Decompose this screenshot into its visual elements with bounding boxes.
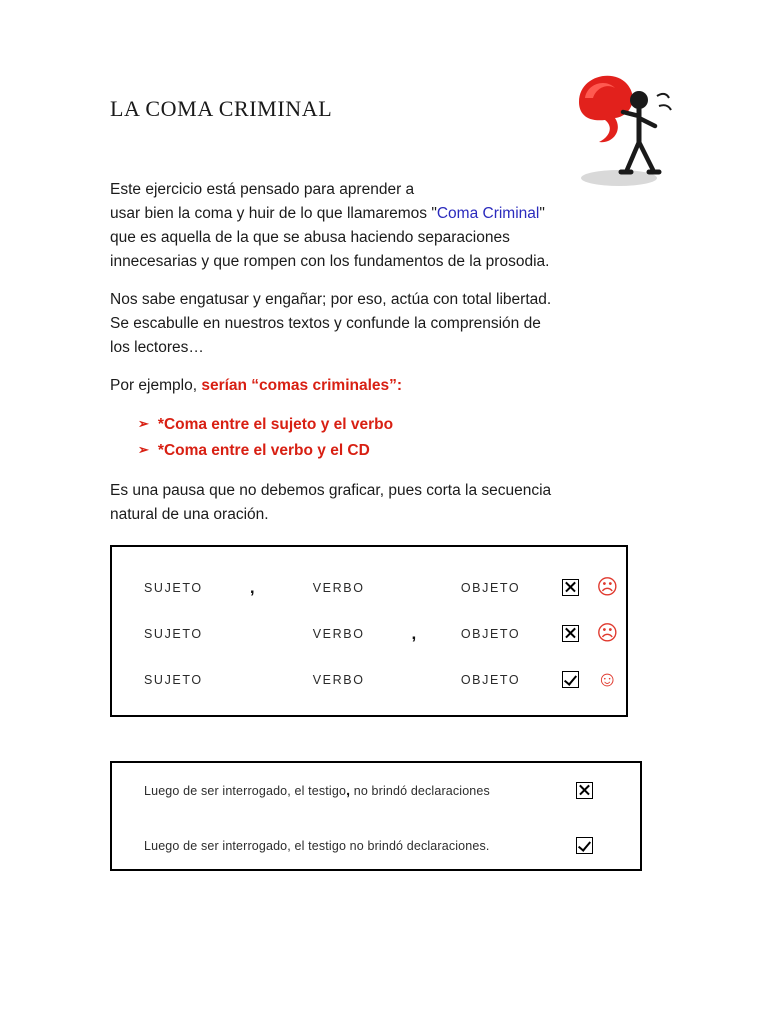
happy-face-icon: ☺ bbox=[596, 668, 620, 692]
sad-face-icon: ☹ bbox=[596, 576, 620, 600]
cell-subject: SUJETO bbox=[144, 626, 203, 641]
sentence-text bbox=[144, 782, 564, 798]
cell-comma-after-subject: , bbox=[249, 577, 255, 597]
intro-line-2a: usar bien la coma y huir de lo que llamaremos " bbox=[110, 205, 437, 223]
paragraph-intro bbox=[110, 178, 670, 274]
list-item bbox=[110, 412, 670, 438]
cell-subject: SUJETO bbox=[144, 672, 203, 687]
checkbox-crossed-icon bbox=[562, 579, 579, 596]
document-body bbox=[110, 70, 670, 871]
sentence-part-after: no brindó declaraciones bbox=[350, 784, 490, 799]
table-row bbox=[112, 565, 626, 611]
second-line-2: Se escabulle en nuestros textos y confunde la comprensión de bbox=[110, 315, 541, 333]
cell-verb: VERBO bbox=[312, 672, 365, 687]
paragraph-second bbox=[110, 288, 670, 360]
cell-object: OBJETO bbox=[460, 626, 521, 641]
table-row bbox=[112, 763, 640, 818]
sentence-part-before: Luego de ser interrogado, el testigo bbox=[144, 784, 347, 799]
paragraph-closing bbox=[110, 479, 670, 527]
list-item bbox=[110, 438, 670, 464]
second-line-3: los lectores… bbox=[110, 339, 204, 357]
sentence-comma: , bbox=[346, 782, 351, 799]
page-title: LA COMA CRIMINAL bbox=[110, 96, 333, 121]
closing-line-1: Es una pausa que no debemos graficar, pues corta la secuencia bbox=[110, 481, 552, 499]
checkbox-cell bbox=[564, 837, 604, 854]
face-cell bbox=[590, 669, 626, 690]
intro-line-1: Este ejercicio está pensado para aprender a bbox=[110, 181, 415, 198]
example-sentences-box bbox=[110, 761, 642, 871]
cell-verb: VERBO bbox=[312, 626, 365, 641]
face-cell bbox=[590, 623, 626, 644]
checkbox-checked-icon bbox=[562, 671, 579, 688]
table-row bbox=[112, 818, 640, 873]
cell-comma-after-verb: , bbox=[411, 623, 417, 643]
checkbox-cell bbox=[551, 579, 591, 596]
example-lead-text: Por ejemplo, bbox=[110, 377, 202, 395]
second-line-1: Nos sabe engatusar y engañar; por eso, actúa con total libertad. bbox=[110, 291, 552, 309]
bullet-label: *Coma entre el sujeto y el verbo bbox=[157, 416, 394, 434]
checkbox-crossed-icon bbox=[576, 782, 593, 799]
checkbox-cell bbox=[564, 782, 604, 799]
sentence-part-before: Luego de ser interrogado, el testigo no brindó declaraciones. bbox=[144, 839, 490, 854]
paragraph-example-lead bbox=[110, 374, 670, 398]
arrow-bullet-icon: ➢ bbox=[138, 416, 149, 432]
cell-object: OBJETO bbox=[460, 672, 521, 687]
highlight-comas-criminales: serían “comas criminales”: bbox=[201, 377, 403, 395]
bullet-label: *Coma entre el verbo y el CD bbox=[157, 442, 370, 460]
checkbox-cell bbox=[551, 625, 591, 642]
face-cell bbox=[590, 577, 626, 598]
intro-line-4: innecesarias y que rompen con los fundamentos de la prosodia. bbox=[110, 253, 550, 271]
sentence-text bbox=[144, 837, 564, 853]
structure-table-box bbox=[110, 545, 628, 717]
cell-subject: SUJETO bbox=[144, 580, 203, 595]
checkbox-crossed-icon bbox=[562, 625, 579, 642]
checkbox-checked-icon bbox=[576, 837, 593, 854]
arrow-bullet-icon: ➢ bbox=[138, 442, 149, 458]
checkbox-cell bbox=[551, 671, 591, 688]
cell-object: OBJETO bbox=[460, 580, 521, 595]
closing-line-2: natural de una oración. bbox=[110, 505, 269, 523]
intro-line-3: que es aquella de la que se abusa haciendo separaciones bbox=[110, 229, 510, 247]
bullet-list bbox=[110, 412, 670, 465]
sad-face-icon: ☹ bbox=[596, 622, 620, 646]
table-row bbox=[112, 657, 626, 703]
table-row bbox=[112, 611, 626, 657]
intro-line-2b: " bbox=[539, 205, 545, 223]
highlight-coma-criminal: Coma Criminal bbox=[436, 205, 540, 223]
cell-verb: VERBO bbox=[312, 580, 365, 595]
